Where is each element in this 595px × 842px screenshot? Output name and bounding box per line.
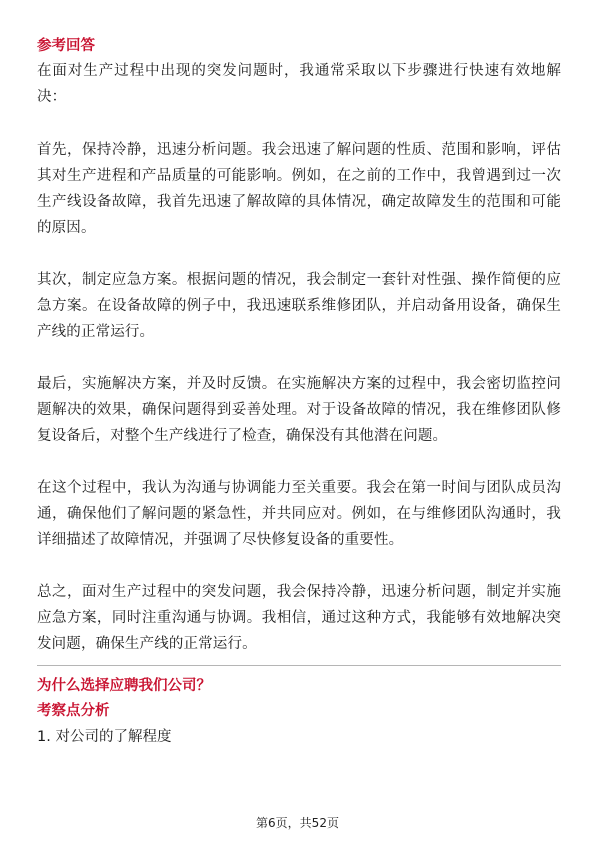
analysis-heading: 考察点分析 <box>37 703 110 719</box>
answer-paragraph-5: 总之，面对生产过程中的突发问题，我会保持冷静，迅速分析问题，制定并实施应急方案，同时注重沟通与协调。我相信，通过这种方式，我能够有效地解决突发问题，确保生产线的正常运行。 <box>37 584 561 652</box>
answer-paragraph-2: 其次，制定应急方案。根据问题的情况，我会制定一套针对性强、操作简便的应急方案。在设备故障的例子中，我迅速联系维修团队，并启动备用设备，确保生产线的正常运行。 <box>37 272 561 340</box>
analysis-item: 1. 对公司的了解程度 <box>37 729 172 745</box>
question-title: 为什么选择应聘我们公司？ <box>37 678 211 694</box>
page-number: 第6页，共52页 <box>256 816 339 830</box>
answer-intro: 在面对生产过程中出现的突发问题时，我通常采取以下步骤进行快速有效地解决： <box>37 63 561 105</box>
answer-paragraph-3: 最后，实施解决方案，并及时反馈。在实施解决方案的过程中，我会密切监控问题解决的效果，确保问题得到妥善处理。对于设备故障的情况，我在维修团队修复设备后，对整个生产线进行了检查，确保没有其他潜在问题。 <box>37 376 561 444</box>
page-content <box>37 34 561 750</box>
answer-heading: 参考回答 <box>37 38 95 54</box>
answer-paragraph-4: 在这个过程中，我认为沟通与协调能力至关重要。我会在第一时间与团队成员沟通，确保他们了解问题的紧急性，并共同应对。例如，在与维修团队沟通时，我详细描述了故障情况，并强调了尽快修复设备的重要性。 <box>37 480 561 548</box>
answer-paragraph-1: 首先，保持冷静，迅速分析问题。我会迅速了解问题的性质、范围和影响，评估其对生产进程和产品质量的可能影响。例如，在之前的工作中，我曾遇到过一次生产线设备故障，我首先迅速了解故障的具体情况，确定故障发生的范围和可能的原因。 <box>37 142 561 236</box>
section-divider <box>37 665 561 666</box>
